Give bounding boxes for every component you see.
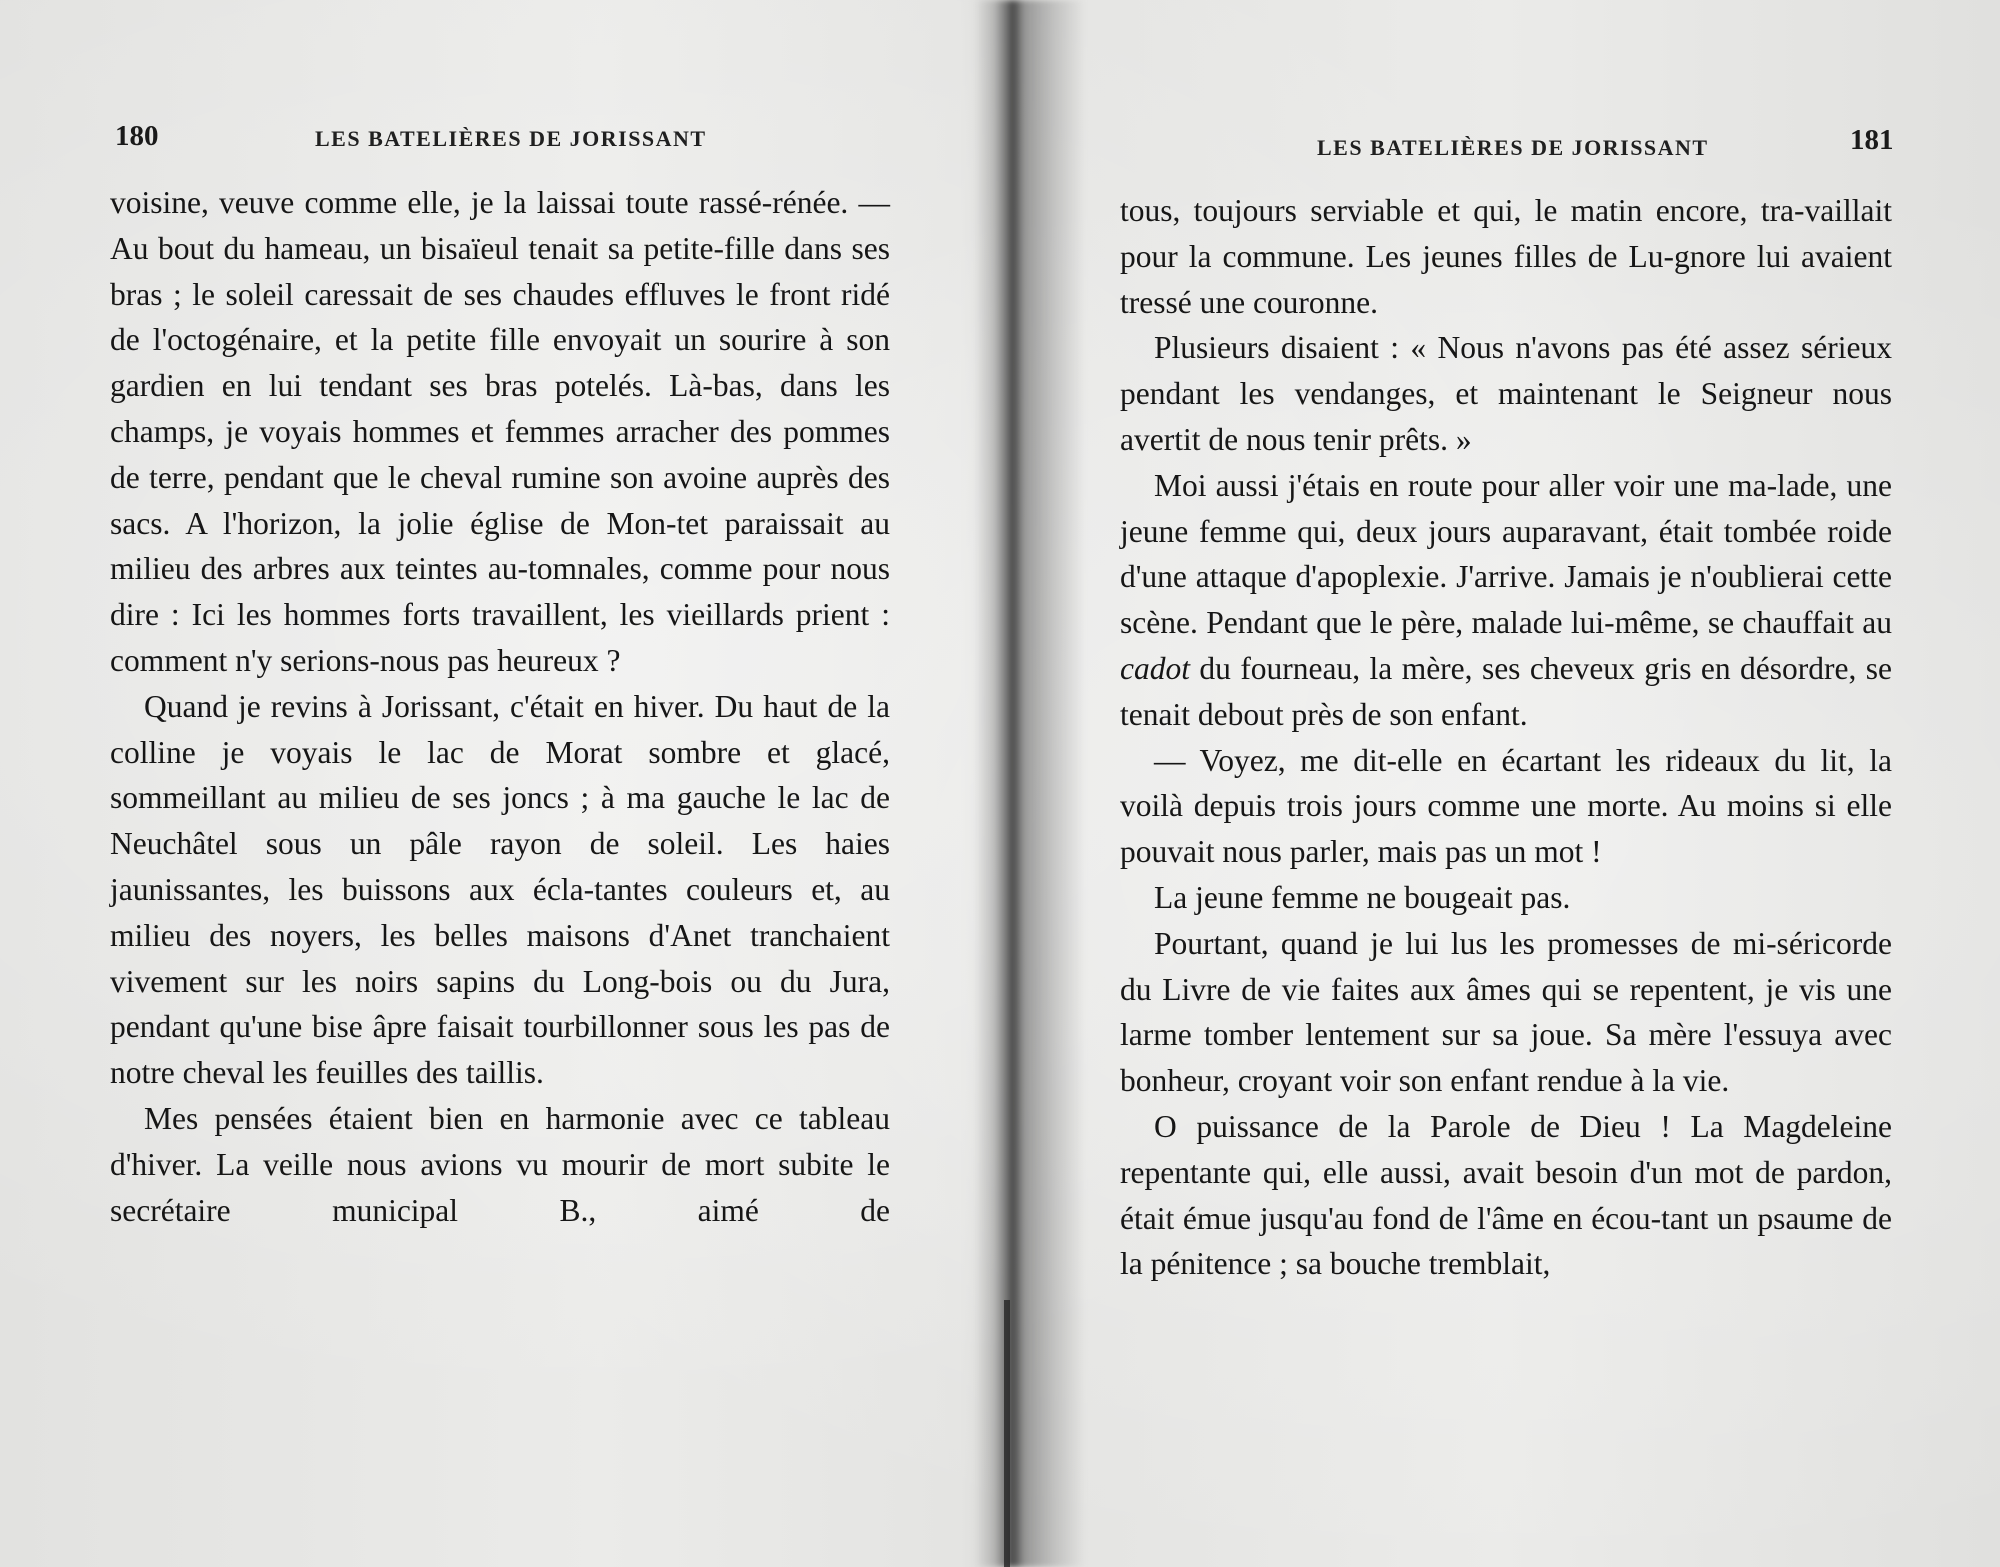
right-text-block [1120,188,1892,1287]
paragraph: O puissance de la Parole de Dieu ! La Magdeleine repentante qui, elle aussi, avait besoin d'un mot de pardon, était émue jusqu'au fond de l'âme en écou-tant un psaume de la pénitence ; sa bouche tremblait, [1120,1108,1892,1282]
page-number-right: 181 [1850,124,1894,156]
paragraph: Quand je revins à Jorissant, c'était en hiver. Du haut de la colline je voyais le lac de Morat sombre et glacé, sommeillant au milieu de ses joncs ; à ma gauche le lac de Neuchâtel sous un pâle rayon de soleil. Les haies jaunissantes, les buissons aux écla-tantes couleurs et, au milieu des noyers, les belles maisons d'Anet tranchaient vivement sur les noirs sapins du Long-bois ou du Jura, pendant qu'une bise âpre faisait tourbillonner sous les pas de notre cheval les feuilles des taillis. [110,688,890,1091]
book-gutter-shadow [975,0,1085,1567]
right-page [1070,0,2000,1567]
paragraph: Mes pensées étaient bien en harmonie avec ce tableau d'hiver. La veille nous avions vu mourir de mort subite le secrétaire municipal B., aimé de [110,1100,890,1228]
paragraph [1120,463,1892,738]
paragraph-text: du fourneau, la mère, ses cheveux gris en désordre, se tenait debout près de son enfant. [1120,650,1892,732]
paragraph: La jeune femme ne bougeait pas. [1154,879,1571,915]
paragraph: — Voyez, me dit-elle en écartant les rideaux du lit, la voilà depuis trois jours comme une morte. Au moins si elle pouvait nous parler, mais pas un mot ! [1120,742,1892,870]
running-head-right: LES BATELIÈRES DE JORISSANT [1317,135,1709,160]
paragraph: voisine, veuve comme elle, je la laissai toute rassé-rénée. — Au bout du hameau, un bisaïeul tenait sa petite-fille dans ses bras ; le soleil caressait de ses chaudes effluves le front ridé de l'octogénaire, et la petite fille envoyait un sourire à son gardien en lui tendant ses bras potelés. Là-bas, dans les champs, je voyais hommes et femmes arracher des pommes de terre, pendant que le cheval rumine son avoine auprès des sacs. A l'horizon, la jolie église de Mon-tet paraissait au milieu des arbres aux teintes au-tomnales, comme pour nous dire : Ici les hommes forts travaillent, les vieillards prient : comment n'y serions-nous pas heureux ? [110,185,890,678]
left-text-block [110,180,890,1233]
spine-crease [1004,1300,1010,1567]
page-number-left: 180 [115,120,159,152]
running-head-left: LES BATELIÈRES DE JORISSANT [315,126,707,151]
left-page [0,0,985,1567]
paragraph: Plusieurs disaient : « Nous n'avons pas été assez sérieux pendant les vendanges, et maintenant le Seigneur nous avertit de nous tenir prêts. » [1120,330,1892,457]
paragraph: tous, toujours serviable et qui, le matin encore, tra-vaillait pour la commune. Les jeunes filles de Lu-gnore lui avaient tressé une couronne. [1120,193,1892,320]
paragraph: Pourtant, quand je lui lus les promesses de mi-séricorde du Livre de vie faites aux âmes qui se repentent, je vis une larme tomber lentement sur sa joue. Sa mère l'essuya avec bonheur, croyant voir son enfant rendue à la vie. [1120,925,1892,1099]
paragraph-text: Moi aussi j'étais en route pour aller voir une ma-lade, une jeune femme qui, deux jours auparavant, était tombée roide d'une attaque d'apoplexie. J'arrive. Jamais je n'oublierai cette scène. Pendant que le père, malade lui-même, se chauffait au [1120,467,1892,641]
italic-word: cadot [1120,650,1190,686]
